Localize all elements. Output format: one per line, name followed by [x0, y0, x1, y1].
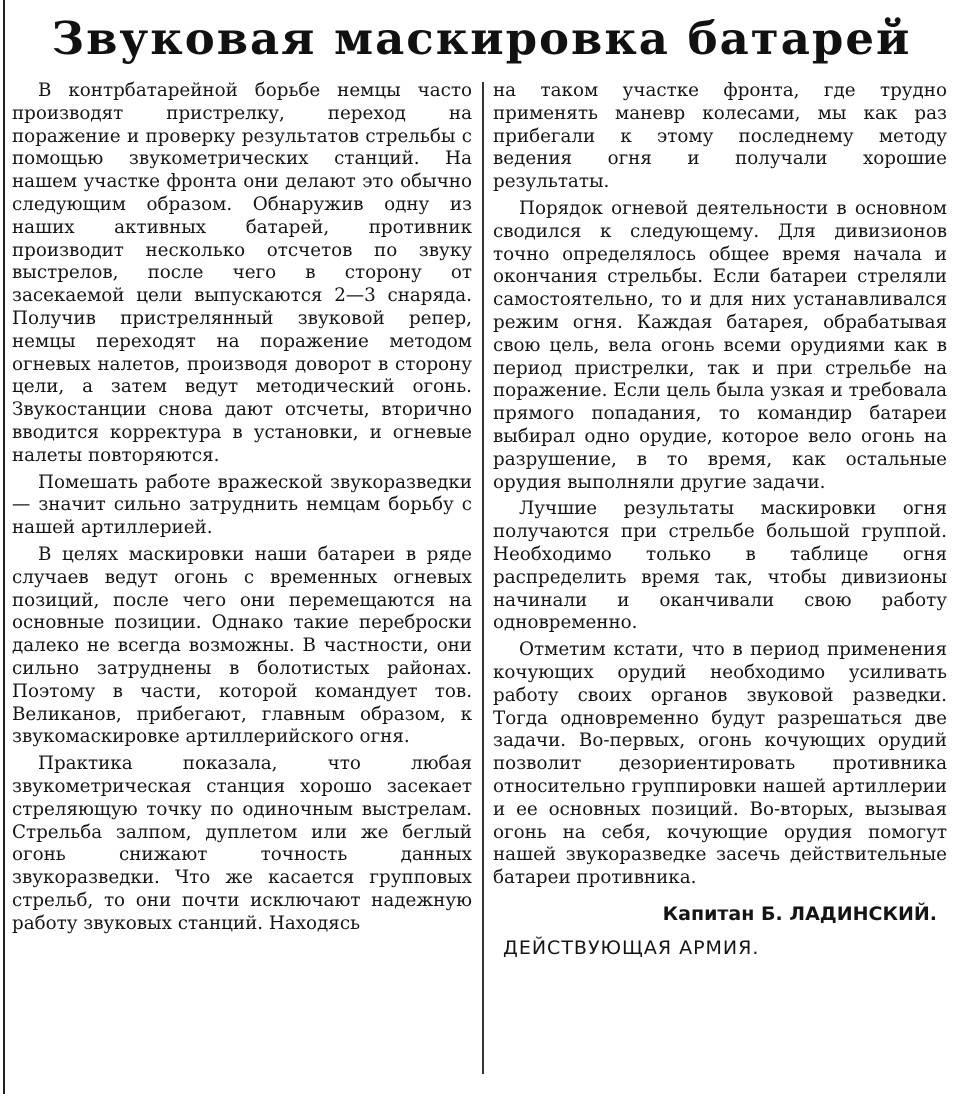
- paragraph: Практика показала, что любая звукометрическая станция хорошо засекает стреляющую точку по одиночным выстрелам. Стрельба залпом, дуплетом или же беглый огонь снижают точность данных звукоразведки. Что же касается групповых стрельб, то они почти исключают надежную работу звуковых станций. Находясь: [12, 753, 472, 934]
- column-divider: [482, 82, 484, 1074]
- paragraph: В целях маскировки наши батареи в ряде случаев ведут огонь с временных огневых позиций, после чего они перемещаются на основные позиции. Однако такие переброски далеко не всегда возможны. В частности, они сильно затруднены в болотистых районах. Поэтому в части, которой командует тов. Великанов, прибегают, главным образом, к звукомаскировке артиллерийского огня.: [12, 543, 472, 748]
- article-headline: Звуковая маскировка батарей: [51, 12, 912, 65]
- dateline-location: ДЕЙСТВУЮЩАЯ АРМИЯ.: [503, 936, 760, 959]
- paragraph: В контрбатарейной борьбе немцы часто производят пристрелку, переход на поражение и проверку результатов стрельбы с помощью звукометрических станций. На нашем участке фронта они делают это обычно следующим образом. Обнаружив одну из наших активных батарей, противник производит несколько отсчетов по звуку выстрелов, после чего в сторону от засекаемой цели выпускаются 2—3 снаряда. Получив пристрелянный звуковой репер, немцы переходят на поражение методом огневых налетов, производя доворот в сторону цели, а затем ведут методический огонь. Звукостанции снова дают отсчеты, вторично вводится корректура в установки, и огневые налеты повторяются.: [12, 80, 472, 466]
- left-column: [12, 80, 472, 935]
- paragraph: Порядок огневой деятельности в основном сводился к следующему. Для дивизионов точно определялось общее время начала и окончания стрельбы. Если батареи стреляли самостоятельно, то и для них устанавливался режим огня. Каждая батарея, обрабатывая свою цель, вела огонь всеми орудиями как в период пристрелки, так и при стрельбе на поражение. Если цель была узкая и требовала прямого попадания, то командир батареи выбирал одно орудие, которое вело огонь на разрушение, в то время, как остальные орудия выполняли другие задачи.: [493, 197, 948, 493]
- paragraph: Лучшие результаты маскировки огня получаются при стрельбе большой группой. Необходимо только в таблице огня распределить время так, чтобы дивизионы начинали и оканчивали свою работу одновременно.: [493, 498, 947, 634]
- author-signature: Капитан Б. ЛАДИНСКИЙ.: [662, 902, 937, 925]
- left-border-rule: [3, 0, 5, 1094]
- right-column: [493, 80, 947, 962]
- paragraph: Помешать работе вражеской звукоразведки — значит сильно затруднить немцам борьбу с нашей артиллерией.: [12, 471, 472, 539]
- paragraph: на таком участке фронта, где трудно применять маневр колесами, мы как раз прибегали к этому последнему методу ведения огня и получали хорошие результаты.: [493, 80, 947, 193]
- paragraph: Отметим кстати, что в период применения кочующих орудий необходимо усиливать работу своих органов звуковой разведки. Тогда одновременно будут разрешаться две задачи. Во-первых, огонь кочующих орудий позволит дезориентировать противника относительно группировки нашей артиллерии и ее основных позиций. Во-вторых, вызывая огонь на себя, кочующие орудия помогут нашей звукоразведке засечь действительные батареи противника.: [493, 639, 947, 889]
